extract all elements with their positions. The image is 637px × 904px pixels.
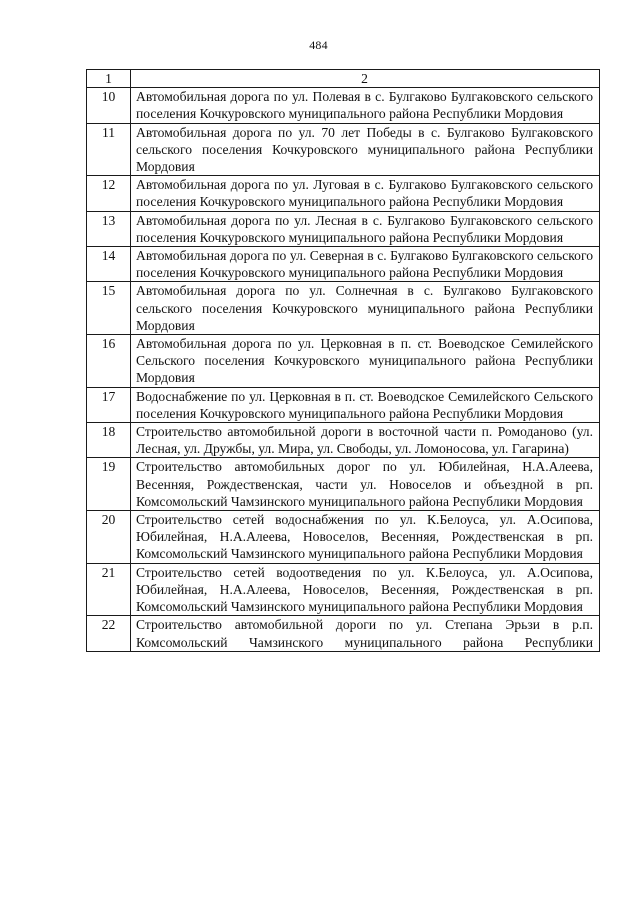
row-description: Водоснабжение по ул. Церковная в п. ст. Воеводское Семилейского Сельского поселения Кочкуровского муниципального района Республики Мордовия xyxy=(131,387,600,422)
row-number: 18 xyxy=(87,423,131,458)
row-description: Автомобильная дорога по ул. 70 лет Победы в с. Булгаково Булгаковского сельского поселения Кочкуровского муниципального района Республики Мордовия xyxy=(131,123,600,176)
table-row xyxy=(87,563,600,616)
page-number: 484 xyxy=(309,38,328,52)
row-description: Автомобильная дорога по ул. Церковная в п. ст. Воеводское Семилейского Сельского поселения Кочкуровского муниципального района Республики Мордовия xyxy=(131,335,600,388)
row-number: 15 xyxy=(87,282,131,335)
table-row xyxy=(87,423,600,458)
table-row xyxy=(87,88,600,123)
row-description: Строительство автомобильной дороги по ул. Степана Эрьзи в р.п. Комсомольский Чамзинского муниципального района Республики xyxy=(131,616,600,651)
row-number: 17 xyxy=(87,387,131,422)
header-cell-description: 2 xyxy=(131,70,600,88)
row-description: Строительство сетей водоснабжения по ул. К.Белоуса, ул. А.Осипова, Юбилейная, Н.А.Алеева, Новоселов, Весенняя, Рождественская в рп. Комсомольский Чамзинского муниципального района Республики Мордовия xyxy=(131,511,600,564)
document-table xyxy=(86,69,600,652)
table-row xyxy=(87,123,600,176)
row-number: 13 xyxy=(87,211,131,246)
row-description: Строительство сетей водоотведения по ул. К.Белоуса, ул. А.Осипова, Юбилейная, Н.А.Алеева, Новоселов, Весенняя, Рождественская в рп. Комсомольский Чамзинского муниципального района Республики Мордовия xyxy=(131,563,600,616)
table-row xyxy=(87,511,600,564)
row-number: 21 xyxy=(87,563,131,616)
row-description: Строительство автомобильной дороги в восточной части п. Ромоданово (ул. Лесная, ул. Дружбы, ул. Мира, ул. Свободы, ул. Ломоносова, ул. Гагарина) xyxy=(131,423,600,458)
row-description: Строительство автомобильных дорог по ул. Юбилейная, Н.А.Алеева, Весенняя, Рождественская, части ул. Новоселов и объездной в рп. Комсомольский Чамзинского муниципального района Республики Мордовия xyxy=(131,458,600,511)
row-number: 19 xyxy=(87,458,131,511)
table-row xyxy=(87,282,600,335)
table-row xyxy=(87,211,600,246)
table-row xyxy=(87,616,600,651)
header-cell-number: 1 xyxy=(87,70,131,88)
table-row xyxy=(87,176,600,211)
row-description: Автомобильная дорога по ул. Луговая в с. Булгаково Булгаковского сельского поселения Кочкуровского муниципального района Республики Мордовия xyxy=(131,176,600,211)
row-description: Автомобильная дорога по ул. Солнечная в с. Булгаково Булгаковского сельского поселения Кочкуровского муниципального района Республики Мордовия xyxy=(131,282,600,335)
row-number: 11 xyxy=(87,123,131,176)
table-row xyxy=(87,458,600,511)
row-description: Автомобильная дорога по ул. Лесная в с. Булгаково Булгаковского сельского поселения Кочкуровского муниципального района Республики Мордовия xyxy=(131,211,600,246)
table-row xyxy=(87,387,600,422)
row-description: Автомобильная дорога по ул. Полевая в с. Булгаково Булгаковского сельского поселения Кочкуровского муниципального района Республики Мордовия xyxy=(131,88,600,123)
table-header-row xyxy=(87,70,600,88)
row-number: 16 xyxy=(87,335,131,388)
row-number: 20 xyxy=(87,511,131,564)
row-number: 12 xyxy=(87,176,131,211)
row-number: 10 xyxy=(87,88,131,123)
row-number: 22 xyxy=(87,616,131,651)
row-number: 14 xyxy=(87,247,131,282)
table-row xyxy=(87,247,600,282)
table-row xyxy=(87,335,600,388)
row-description: Автомобильная дорога по ул. Северная в с. Булгаково Булгаковского сельского поселения Кочкуровского муниципального района Республики Мордовия xyxy=(131,247,600,282)
